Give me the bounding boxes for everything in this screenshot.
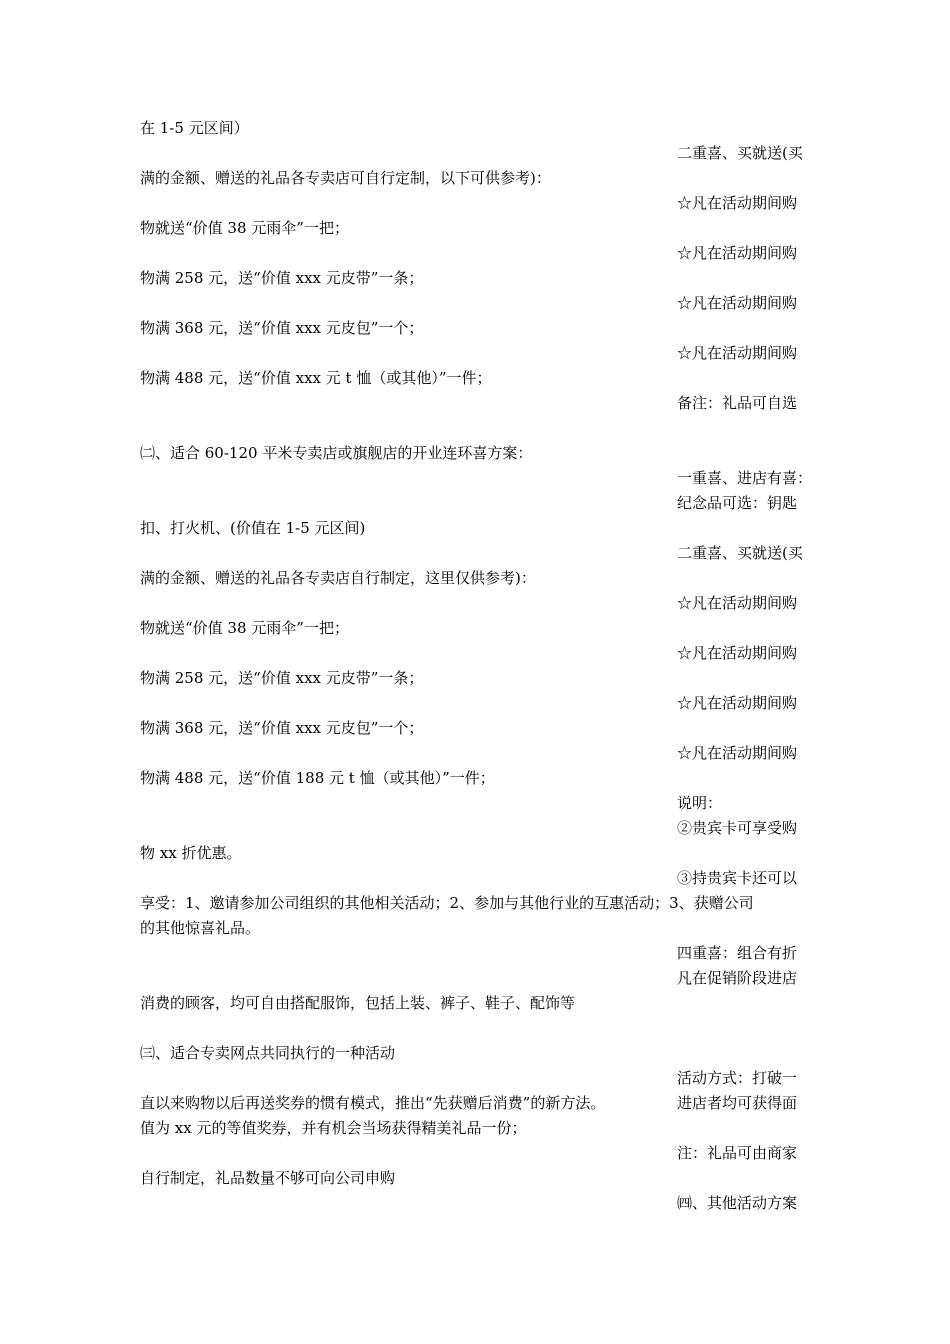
text-line: ☆凡在活动期间购 xyxy=(677,294,798,312)
text-line: 备注：礼品可自选 xyxy=(677,394,798,412)
text-line: 直以来购物以后再送奖券的惯有模式，推出“先获赠后消费”的新方法。 xyxy=(140,1094,606,1112)
text-line: 二重喜、买就送(买 xyxy=(677,144,803,162)
text-line: ②贵宾卡可享受购 xyxy=(677,819,798,837)
text-line: 物满 368 元，送“价值 xxx 元皮包”一个； xyxy=(140,319,424,337)
text-line: 活动方式：打破一 xyxy=(677,1069,798,1087)
text-line: 自行制定，礼品数量不够可向公司申购 xyxy=(140,1169,396,1187)
text-line: 凡在促销阶段进店 xyxy=(677,969,798,987)
text-line: 满的金额、赠送的礼品各专卖店自行制定，这里仅供参考)： xyxy=(140,569,536,587)
text-line: ☆凡在活动期间购 xyxy=(677,194,798,212)
text-line: 进店者均可获得面 xyxy=(677,1094,798,1112)
text-line: 注：礼品可由商家 xyxy=(677,1144,798,1162)
text-line: ☆凡在活动期间购 xyxy=(677,594,798,612)
section-heading: ㈣、其他活动方案 xyxy=(677,1194,798,1212)
text-line: 物就送“价值 38 元雨伞”一把； xyxy=(140,219,349,237)
text-line: 物满 368 元，送“价值 xxx 元皮包”一个； xyxy=(140,719,424,737)
text-line: 值为 xx 元的等值奖券，并有机会当场获得精美礼品一份； xyxy=(140,1119,527,1137)
text-line: 物满 488 元，送“价值 xxx 元 t 恤（或其他）”一件； xyxy=(140,369,492,387)
text-line: 物满 488 元，送“价值 188 元 t 恤（或其他）”一件； xyxy=(140,769,495,787)
text-line: 扣、打火机、(价值在 1-5 元区间) xyxy=(140,519,366,537)
text-line: 物满 258 元，送“价值 xxx 元皮带”一条； xyxy=(140,269,424,287)
text-line: 消费的顾客，均可自由搭配服饰，包括上装、裤子、鞋子、配饰等 xyxy=(140,994,576,1012)
text-line: 满的金额、赠送的礼品各专卖店可自行定制，以下可供参考)： xyxy=(140,169,551,187)
text-line: 纪念品可选：钥匙 xyxy=(677,494,798,512)
text-line: 说明： xyxy=(677,794,723,812)
text-line: 的其他惊喜礼品。 xyxy=(140,919,261,937)
text-line: 物满 258 元，送“价值 xxx 元皮带”一条； xyxy=(140,669,424,687)
text-line: ③持贵宾卡还可以 xyxy=(677,869,798,887)
section-heading: ㈢、适合专卖网点共同执行的一种活动 xyxy=(140,1044,396,1062)
text-line: ☆凡在活动期间购 xyxy=(677,644,798,662)
text-line: 在 1-5 元区间） xyxy=(140,119,249,137)
text-line: 享受：1、邀请参加公司组织的其他相关活动；2、参加与其他行业的互惠活动；3、获赠公司 xyxy=(140,894,754,912)
text-line: ☆凡在活动期间购 xyxy=(677,694,798,712)
text-line: 二重喜、买就送(买 xyxy=(677,544,803,562)
text-line: ☆凡在活动期间购 xyxy=(677,244,798,262)
text-line: 物就送“价值 38 元雨伞”一把； xyxy=(140,619,349,637)
text-line: ☆凡在活动期间购 xyxy=(677,344,798,362)
section-heading: ㈡、适合 60-120 平米专卖店或旗舰店的开业连环喜方案： xyxy=(140,444,533,462)
text-line: 物 xx 折优惠。 xyxy=(140,844,242,862)
text-line: ☆凡在活动期间购 xyxy=(677,744,798,762)
text-line: 四重喜：组合有折 xyxy=(677,944,798,962)
text-line: 一重喜、进店有喜： xyxy=(677,469,813,487)
